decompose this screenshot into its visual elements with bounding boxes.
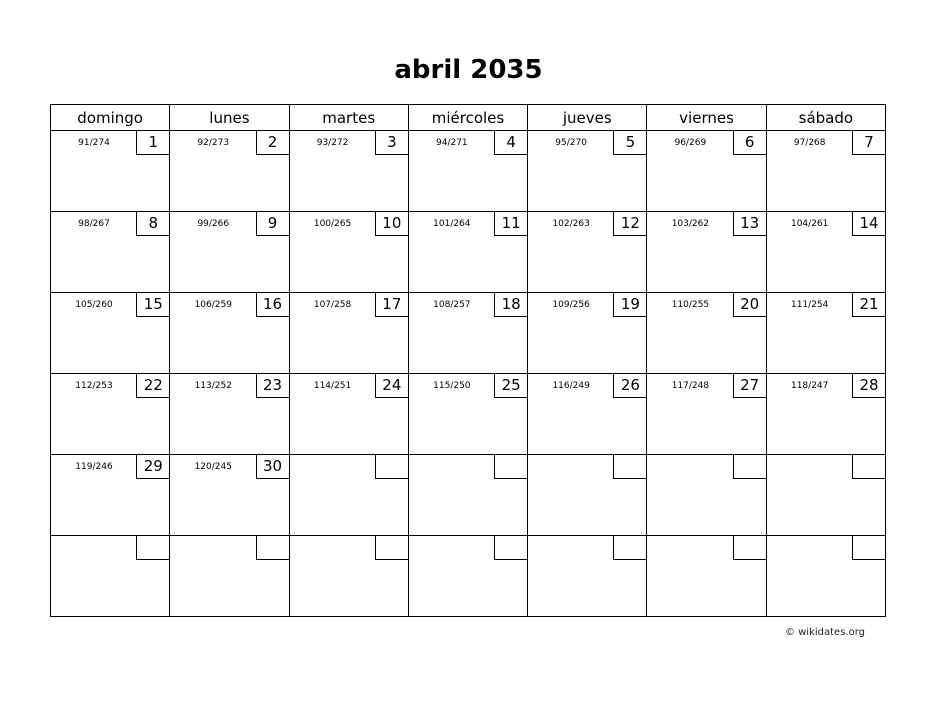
day-of-year-label: 93/272: [316, 138, 349, 148]
day-cell: [289, 212, 408, 293]
day-of-year-label: 110/255: [671, 300, 710, 310]
day-number-box: [494, 455, 527, 479]
day-of-year-label: 106/259: [194, 300, 232, 310]
day-of-year-label: 105/260: [75, 300, 113, 310]
day-number-box: [256, 536, 289, 560]
day-cell-content: [170, 374, 288, 454]
day-of-year-label: 102/263: [552, 219, 590, 229]
day-cell-content: [528, 455, 646, 535]
day-cell-content: [528, 212, 646, 292]
day-cell-content: [51, 536, 169, 616]
day-cell: [170, 455, 289, 536]
day-number-box: 17: [375, 293, 408, 317]
calendar-grid: [50, 104, 886, 617]
day-number-box: 3: [375, 131, 408, 155]
weekday-header: lunes: [170, 105, 289, 131]
day-cell: [170, 536, 289, 617]
day-number-box: 28: [852, 374, 885, 398]
day-cell: [647, 374, 766, 455]
day-number-box: 13: [733, 212, 766, 236]
day-cell-content: [170, 293, 288, 373]
day-cell: [408, 374, 527, 455]
day-cell: [766, 293, 885, 374]
week-row: [51, 455, 886, 536]
footer-credit: © wikidates.org: [784, 627, 865, 638]
day-number-box: 6: [733, 131, 766, 155]
day-of-year-label: 98/267: [78, 219, 110, 229]
day-number-box: 29: [136, 455, 169, 479]
day-number-box: 15: [136, 293, 169, 317]
day-cell: [766, 536, 885, 617]
day-cell: [51, 131, 170, 212]
day-of-year-label: 92/273: [197, 138, 230, 148]
day-cell-content: [647, 293, 765, 373]
day-cell: [766, 455, 885, 536]
day-cell-content: [767, 455, 885, 535]
day-number-box: 27: [733, 374, 766, 398]
day-of-year-label: 108/257: [433, 300, 471, 310]
day-cell-content: [647, 374, 765, 454]
day-cell-content: [409, 293, 527, 373]
day-number-box: 12: [613, 212, 646, 236]
day-cell: [766, 212, 885, 293]
day-cell: [289, 293, 408, 374]
day-number-box: [375, 536, 408, 560]
day-number-box: 24: [375, 374, 408, 398]
day-cell: [289, 131, 408, 212]
day-cell-content: [409, 536, 527, 616]
day-cell: [51, 536, 170, 617]
day-number-box: 10: [375, 212, 408, 236]
day-cell: [408, 131, 527, 212]
day-cell: [647, 455, 766, 536]
day-cell: [647, 293, 766, 374]
day-of-year-label: 112/253: [75, 381, 113, 391]
weekday-header: miércoles: [408, 105, 527, 131]
day-number-box: 16: [256, 293, 289, 317]
day-cell: [528, 455, 647, 536]
day-number-box: 8: [136, 212, 169, 236]
day-of-year-label: 117/248: [671, 381, 710, 391]
day-number-box: [613, 455, 646, 479]
day-cell-content: [528, 536, 646, 616]
day-of-year-label: 91/274: [78, 138, 110, 148]
day-number-box: 4: [494, 131, 527, 155]
day-cell: [289, 455, 408, 536]
day-cell-content: [290, 455, 408, 535]
day-cell-content: [170, 536, 288, 616]
day-number-box: 25: [494, 374, 527, 398]
day-cell: [51, 293, 170, 374]
day-of-year-label: 111/254: [790, 300, 829, 310]
day-cell-content: [290, 212, 408, 292]
day-number-box: 11: [494, 212, 527, 236]
week-row: [51, 536, 886, 617]
day-of-year-label: 113/252: [194, 381, 232, 391]
day-number-box: [852, 536, 885, 560]
weekday-header: jueves: [528, 105, 647, 131]
day-cell: [170, 212, 289, 293]
day-cell-content: [51, 374, 169, 454]
day-cell: [51, 455, 170, 536]
day-number-box: 14: [852, 212, 885, 236]
day-number-box: [375, 455, 408, 479]
day-number-box: 9: [256, 212, 289, 236]
day-cell-content: [409, 455, 527, 535]
day-of-year-label: 109/256: [552, 300, 590, 310]
day-of-year-label: 97/268: [793, 138, 826, 148]
day-cell-content: [170, 455, 288, 535]
day-cell-content: [51, 131, 169, 211]
day-number-box: [136, 536, 169, 560]
day-cell: [289, 536, 408, 617]
day-cell: [528, 293, 647, 374]
day-of-year-label: 115/250: [433, 381, 471, 391]
day-number-box: 21: [852, 293, 885, 317]
day-cell-content: [528, 131, 646, 211]
day-number-box: 20: [733, 293, 766, 317]
day-number-box: 5: [613, 131, 646, 155]
week-row: [51, 131, 886, 212]
weekday-header-row: [51, 105, 886, 131]
day-of-year-label: 107/258: [313, 300, 352, 310]
calendar-body: [51, 131, 886, 617]
day-cell-content: [51, 455, 169, 535]
day-cell: [408, 455, 527, 536]
day-cell-content: [51, 212, 169, 292]
day-cell: [170, 293, 289, 374]
day-cell-content: [647, 131, 765, 211]
weekday-header: viernes: [647, 105, 766, 131]
day-cell-content: [767, 536, 885, 616]
day-cell-content: [767, 374, 885, 454]
day-of-year-label: 118/247: [790, 381, 829, 391]
day-cell: [170, 131, 289, 212]
weekday-header: domingo: [51, 105, 170, 131]
day-number-box: [613, 536, 646, 560]
day-of-year-label: 99/266: [197, 219, 230, 229]
day-number-box: 1: [136, 131, 169, 155]
week-row: [51, 293, 886, 374]
day-cell-content: [51, 293, 169, 373]
day-cell-content: [528, 293, 646, 373]
day-cell-content: [647, 455, 765, 535]
day-cell: [766, 374, 885, 455]
day-of-year-label: 114/251: [313, 381, 352, 391]
day-of-year-label: 96/269: [674, 138, 707, 148]
day-of-year-label: 94/271: [436, 138, 468, 148]
day-of-year-label: 101/264: [433, 219, 471, 229]
day-cell-content: [647, 212, 765, 292]
day-of-year-label: 100/265: [313, 219, 352, 229]
day-number-box: [733, 536, 766, 560]
day-cell: [766, 131, 885, 212]
day-cell: [647, 536, 766, 617]
day-cell: [528, 131, 647, 212]
day-cell: [647, 212, 766, 293]
calendar-title: abril 2035: [394, 55, 543, 85]
day-number-box: 18: [494, 293, 527, 317]
day-cell-content: [290, 131, 408, 211]
day-cell-content: [409, 374, 527, 454]
day-cell-content: [290, 536, 408, 616]
week-row: [51, 374, 886, 455]
day-cell: [170, 374, 289, 455]
weekday-header: martes: [289, 105, 408, 131]
day-cell-content: [767, 212, 885, 292]
day-of-year-label: 120/245: [194, 462, 232, 472]
day-number-box: [852, 455, 885, 479]
day-cell: [289, 374, 408, 455]
day-cell-content: [170, 212, 288, 292]
day-of-year-label: 103/262: [671, 219, 710, 229]
day-cell-content: [290, 293, 408, 373]
day-cell-content: [767, 293, 885, 373]
day-number-box: 2: [256, 131, 289, 155]
day-number-box: 22: [136, 374, 169, 398]
day-number-box: 19: [613, 293, 646, 317]
day-number-box: [733, 455, 766, 479]
day-cell: [528, 374, 647, 455]
day-cell-content: [409, 131, 527, 211]
day-number-box: 23: [256, 374, 289, 398]
weekday-header: sábado: [766, 105, 885, 131]
day-cell: [51, 374, 170, 455]
day-cell: [528, 536, 647, 617]
day-of-year-label: 104/261: [790, 219, 829, 229]
day-cell-content: [767, 131, 885, 211]
day-number-box: [494, 536, 527, 560]
day-number-box: 26: [613, 374, 646, 398]
day-number-box: 7: [852, 131, 885, 155]
day-of-year-label: 116/249: [552, 381, 590, 391]
day-number-box: 30: [256, 455, 289, 479]
day-of-year-label: 119/246: [75, 462, 113, 472]
day-cell-content: [647, 536, 765, 616]
day-cell-content: [290, 374, 408, 454]
day-cell: [647, 131, 766, 212]
day-cell-content: [528, 374, 646, 454]
day-cell: [408, 536, 527, 617]
day-cell-content: [409, 212, 527, 292]
week-row: [51, 212, 886, 293]
day-cell-content: [170, 131, 288, 211]
day-cell: [528, 212, 647, 293]
day-cell: [408, 293, 527, 374]
day-cell: [408, 212, 527, 293]
day-of-year-label: 95/270: [555, 138, 587, 148]
day-cell: [51, 212, 170, 293]
